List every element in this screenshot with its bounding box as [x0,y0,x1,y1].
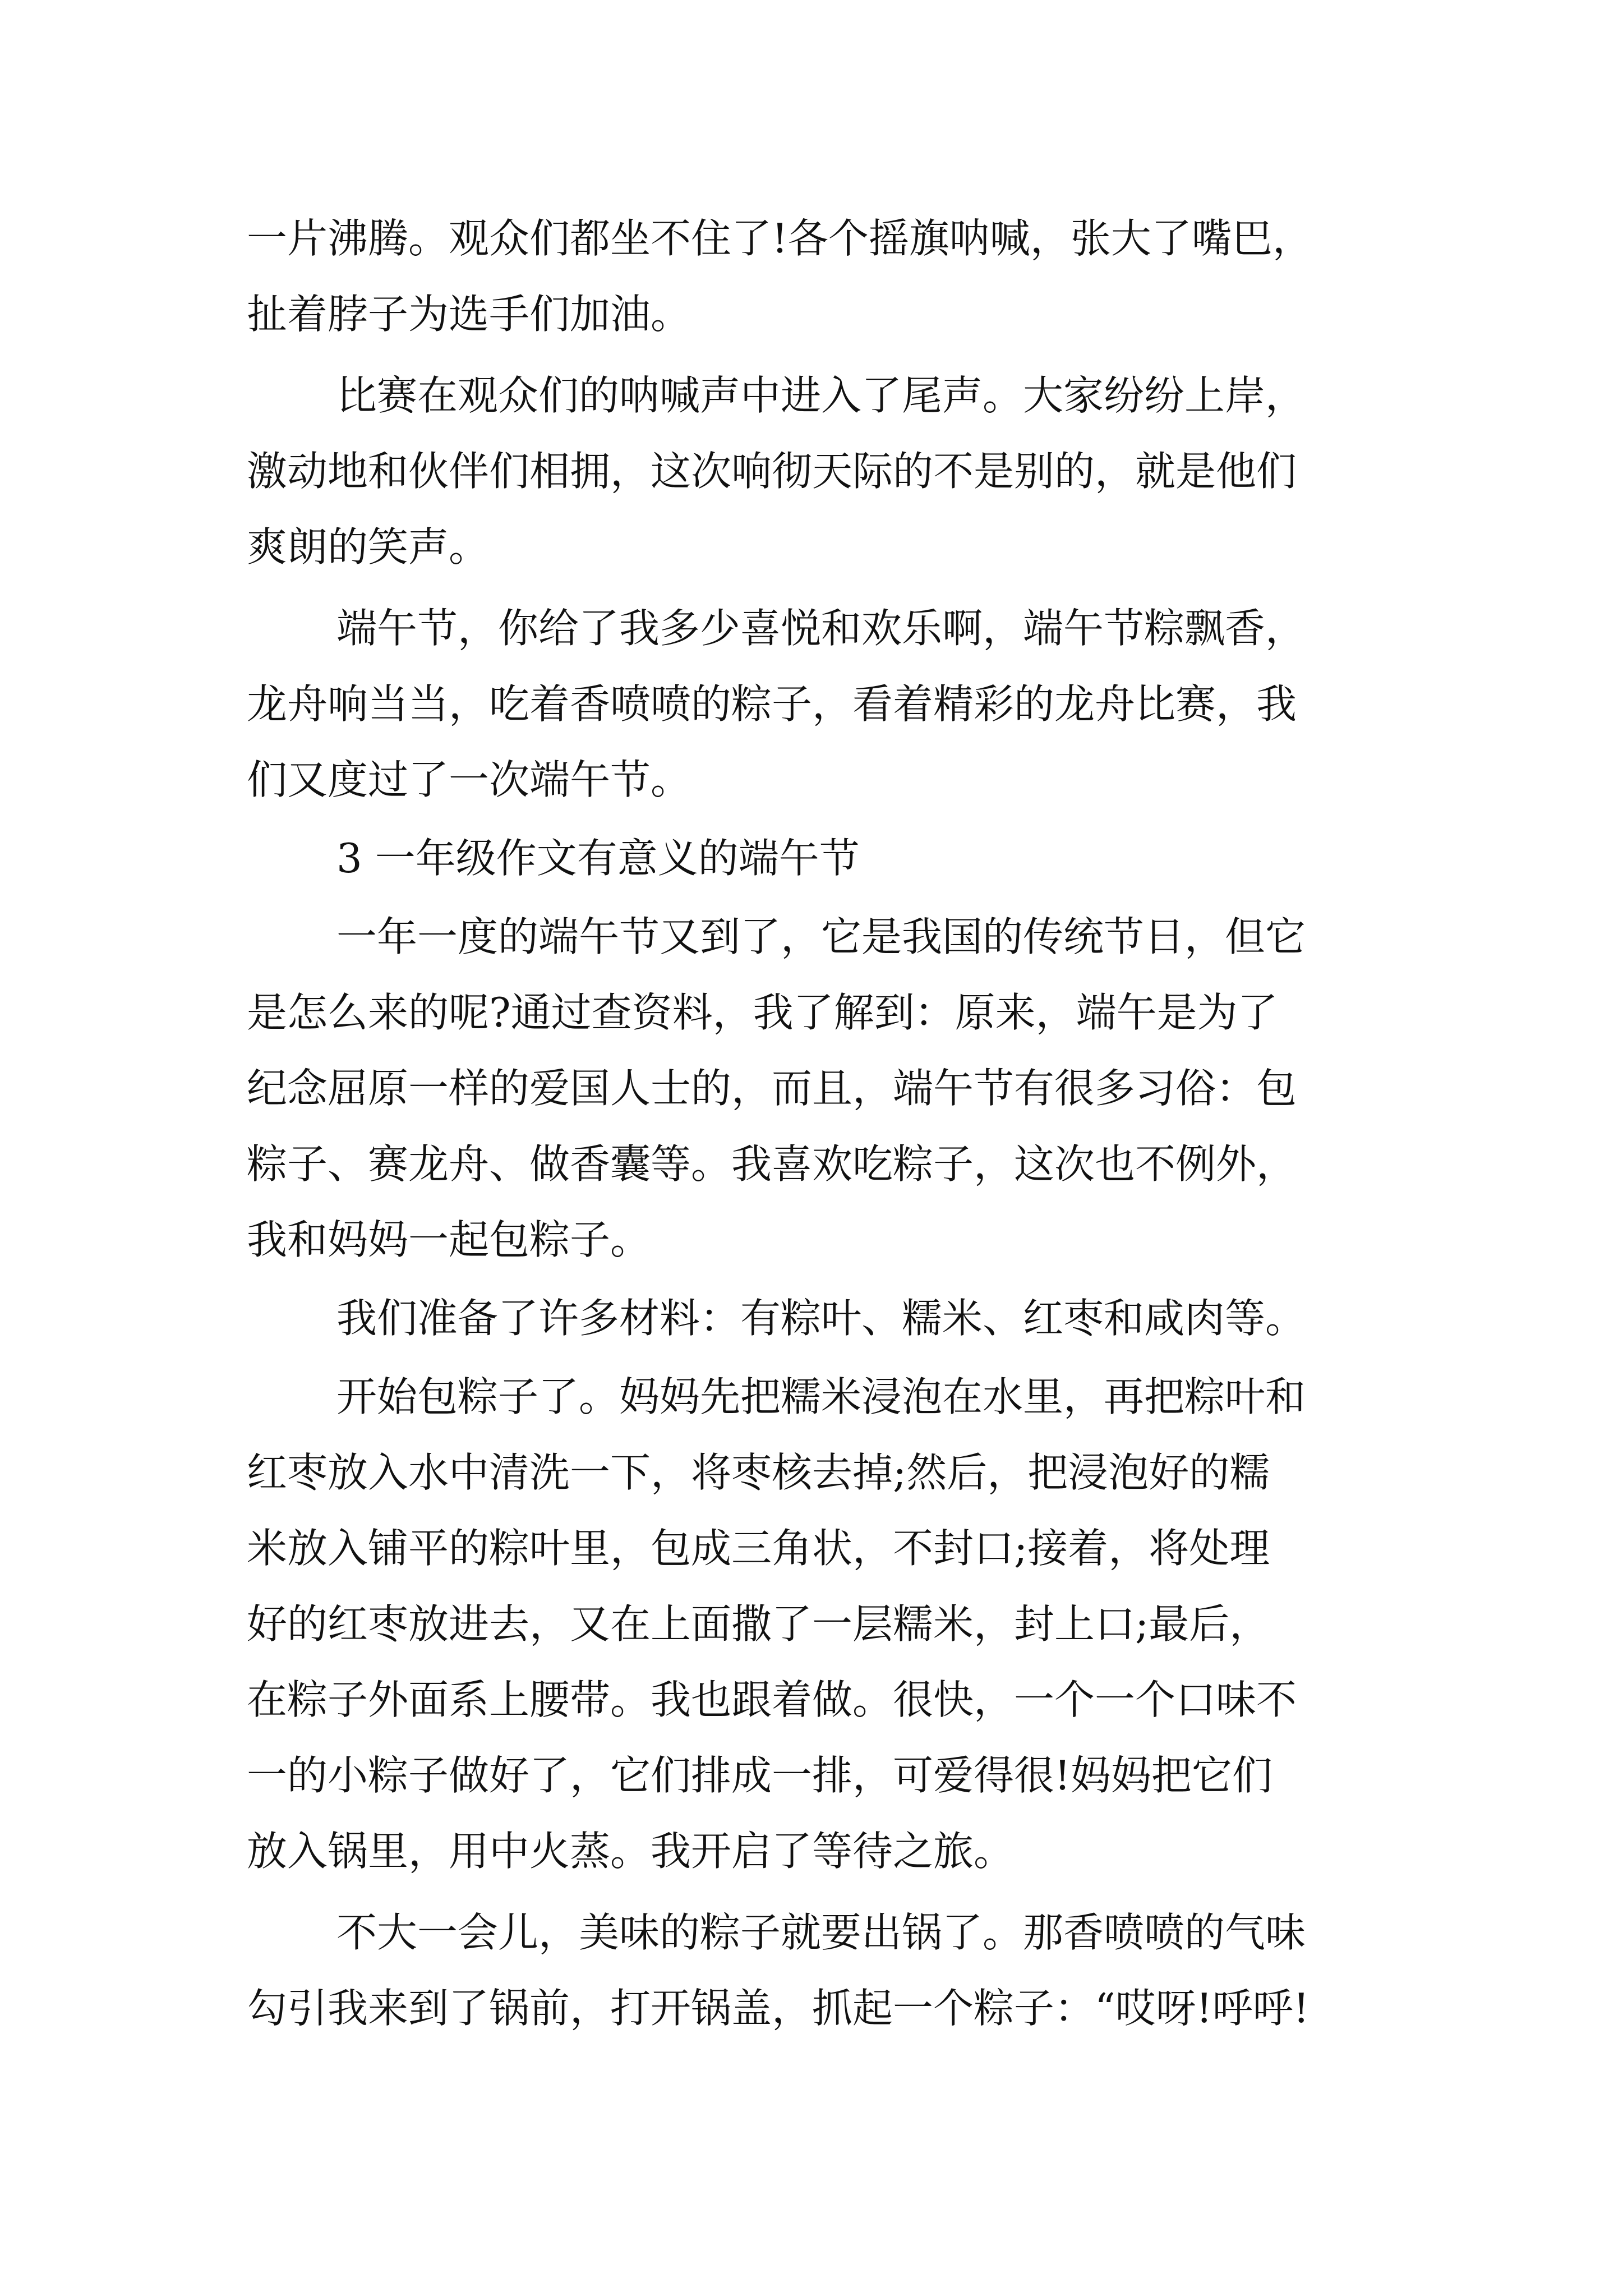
text-line: 好的红枣放进去，又在上面撒了一层糯米，封上口;最后， [247,1600,1270,1648]
text-line: 比赛在观众们的呐喊声中进入了尾声。大家纷纷上岸， [336,372,1306,419]
text-line: 一年一度的端午节又到了，它是我国的传统节日，但它 [336,913,1306,960]
text-line: 红枣放入水中清洗一下，将枣核去掉;然后，把浸泡好的糯 [247,1449,1270,1496]
text-line: 纪念屈原一样的爱国人士的，而且，端午节有很多习俗：包 [247,1065,1297,1112]
text-line: 们又度过了一次端午节。 [247,756,691,803]
text-line: 我和妈妈一起包粽子。 [247,1216,651,1263]
text-line: 是怎么来的呢?通过查资料，我了解到：原来，端午是为了 [247,989,1278,1036]
text-line: 勾引我来到了锅前，打开锅盖，抓起一个粽子：“哎呀!呼呼! [247,1985,1310,2032]
text-line: 扯着脖子为选手们加油。 [247,291,691,338]
text-line: 开始包粽子了。妈妈先把糯米浸泡在水里，再把粽叶和 [336,1373,1306,1420]
text-line: 一片沸腾。观众们都坐不住了!各个摇旗呐喊，张大了嘴巴， [247,215,1313,262]
text-line: 米放入铺平的粽叶里，包成三角状，不封口;接着，将处理 [247,1525,1270,1572]
text-line: 我们准备了许多材料：有粽叶、糯米、红枣和咸肉等。 [336,1295,1306,1342]
section-heading: 3 一年级作文有意义的端午节 [336,835,860,882]
text-line: 激动地和伙伴们相拥，这次响彻天际的不是别的，就是他们 [247,448,1297,495]
text-line: 爽朗的笑声。 [247,523,490,570]
text-line: 一的小粽子做好了，它们排成一排，可爱得很!妈妈把它们 [247,1752,1272,1799]
text-line: 端午节，你给了我多少喜悦和欢乐啊，端午节粽飘香， [336,605,1306,652]
text-line: 在粽子外面系上腰带。我也跟着做。很快，一个一个口味不 [247,1676,1297,1723]
text-line: 粽子、赛龙舟、做香囊等。我喜欢吃粽子，这次也不例外， [247,1140,1297,1188]
text-line: 龙舟响当当，吃着香喷喷的粽子，看着精彩的龙舟比赛，我 [247,680,1297,728]
text-line: 放入锅里，用中火蒸。我开启了等待之旅。 [247,1828,1015,1875]
text-line: 不大一会儿，美味的粽子就要出锅了。那香喷喷的气味 [336,1909,1306,1956]
